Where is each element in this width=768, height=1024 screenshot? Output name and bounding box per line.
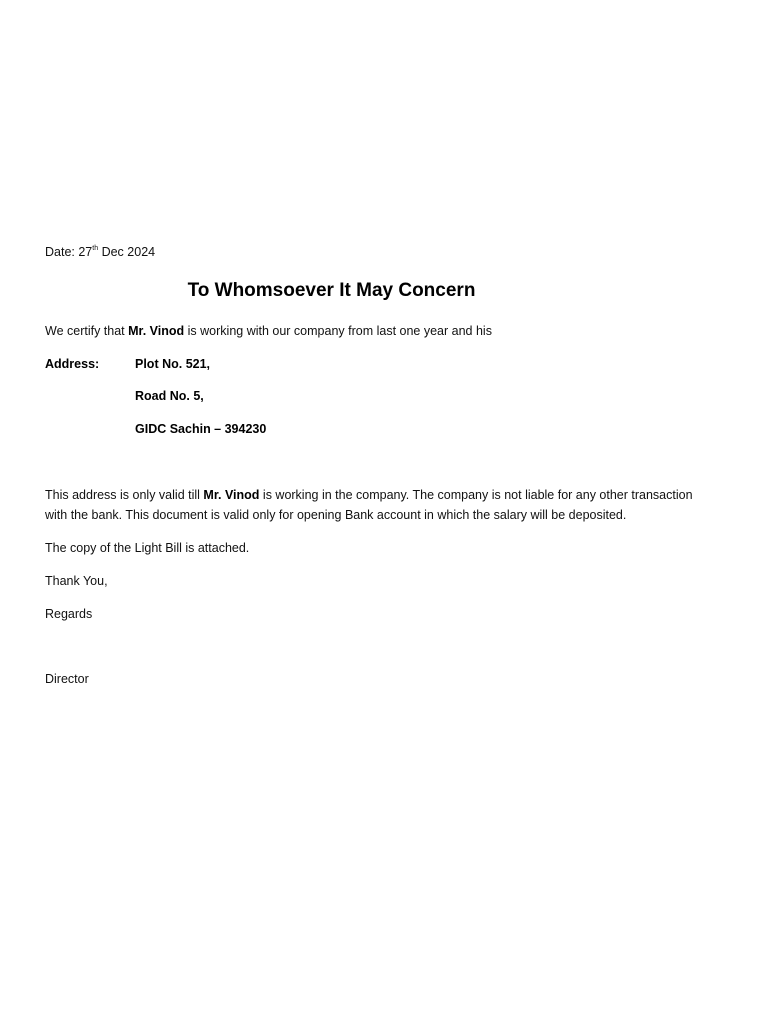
letter-title: To Whomsoever It May Concern bbox=[187, 280, 476, 301]
date-prefix: Date: 27 bbox=[45, 245, 93, 259]
certify-before: We certify that bbox=[45, 324, 129, 338]
copy-note: The copy of the Light Bill is attached. bbox=[45, 541, 250, 555]
certify-line bbox=[45, 321, 492, 341]
address-line-2: Road No. 5, bbox=[135, 389, 204, 403]
date-suffix: Dec 2024 bbox=[98, 245, 156, 259]
address-line-3: GIDC Sachin – 394230 bbox=[135, 422, 267, 436]
address-line-1: Plot No. 521, bbox=[135, 357, 211, 371]
address-label: Address: bbox=[45, 357, 100, 371]
validity-before: This address is only valid till bbox=[45, 488, 204, 502]
employee-name: Mr. Vinod bbox=[128, 324, 185, 338]
thanks-line: Thank You, bbox=[45, 574, 108, 588]
validity-employee-name: Mr. Vinod bbox=[203, 488, 260, 502]
validity-paragraph bbox=[45, 485, 717, 525]
signatory-title: Director bbox=[45, 672, 89, 686]
regards-line: Regards bbox=[45, 607, 93, 621]
date-line bbox=[45, 242, 155, 262]
validity-after: is working in the company. The company is not liable for any other transaction with the bank. This document is valid only for opening Bank account in which the salary will be deposited. bbox=[45, 488, 693, 522]
certify-after: is working with our company from last one year and his bbox=[184, 324, 492, 338]
date-ordinal-suffix: th bbox=[92, 245, 99, 252]
